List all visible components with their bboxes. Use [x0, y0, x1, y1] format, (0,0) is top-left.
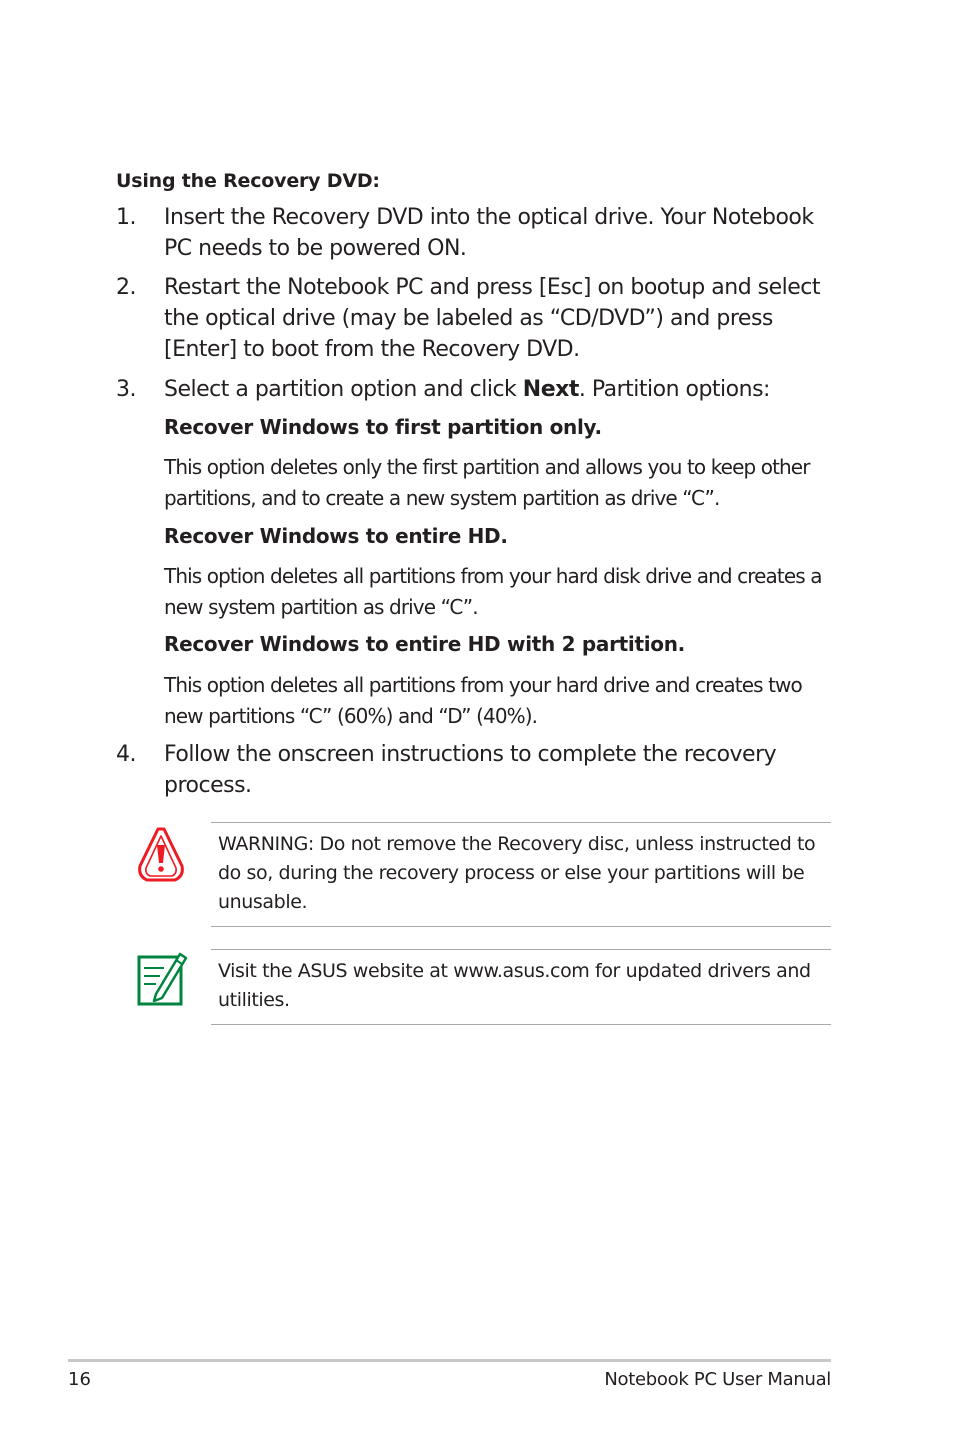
step-3: [116, 374, 836, 405]
step-text-after: . Partition options:: [578, 377, 770, 402]
step-text: Restart the Notebook PC and press [Esc] on bootup and select the optical drive (may be labeled as “CD/DVD”) and press [Enter] to boot from the Recovery DVD.: [164, 275, 821, 362]
step-text: Follow the onscreen instructions to complete the recovery process.: [164, 742, 777, 798]
step-1: [116, 202, 836, 264]
manual-title: Notebook PC User Manual: [604, 1369, 831, 1390]
option-title-first-partition: Recover Windows to first partition only.: [164, 415, 602, 439]
step-text: Insert the Recovery DVD into the optical drive. Your Notebook PC needs to be powered ON.: [164, 205, 814, 261]
option-title-entire-hd: Recover Windows to entire HD.: [164, 524, 508, 548]
tip-rule-bottom: [211, 1024, 831, 1025]
step-text: [164, 374, 836, 405]
step-2: [116, 272, 836, 365]
warning-rule-top: [211, 822, 831, 823]
step-number: 4.: [116, 742, 136, 767]
warning-text: WARNING: Do not remove the Recovery disc, unless instructed to do so, during the recovery process or else your partitions will be unusable.: [218, 833, 816, 913]
step-4: [116, 739, 836, 801]
step-number: 3.: [116, 377, 136, 402]
warning-icon: [135, 826, 187, 884]
next-keyword: Next: [522, 377, 579, 402]
note-pencil-icon: [136, 948, 188, 1008]
option-desc-entire-hd: This option deletes all partitions from your hard disk drive and creates a new system partition as drive “C”.: [164, 564, 822, 619]
section-heading: Using the Recovery DVD:: [116, 170, 380, 192]
option-desc-first-partition: This option deletes only the first partition and allows you to keep other partitions, and to create a new system partition as drive “C”.: [164, 455, 810, 510]
footer-rule: [68, 1359, 831, 1362]
step-text-before: Select a partition option and click: [164, 377, 523, 402]
page-number: 16: [68, 1369, 91, 1390]
tip-rule-top: [211, 949, 831, 950]
tip-text: Visit the ASUS website at www.asus.com for updated drivers and utilities.: [218, 960, 811, 1011]
option-desc-two-partitions: This option deletes all partitions from your hard drive and creates two new partitions “C” (60%) and “D” (40%).: [164, 673, 802, 728]
step-number: 1.: [116, 205, 136, 230]
step-number: 2.: [116, 275, 136, 300]
warning-rule-bottom: [211, 926, 831, 927]
option-title-two-partitions: Recover Windows to entire HD with 2 partition.: [164, 632, 685, 656]
